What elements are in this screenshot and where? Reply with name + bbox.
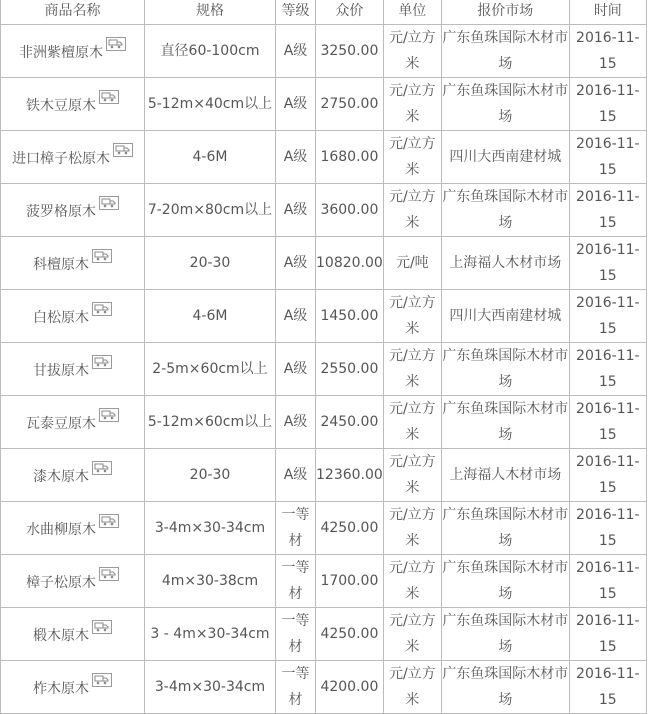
spec-cell: 7-20m×80cm以上 [145, 184, 276, 237]
product-name-cell [1, 290, 145, 343]
grade-cell: A级 [276, 290, 316, 343]
table-row [1, 343, 647, 396]
unit-cell: 元/立方米 [383, 290, 441, 343]
product-name-link[interactable]: 水曲柳原木 [26, 521, 96, 538]
price-cell: 2450.00 [316, 396, 384, 449]
product-name-cell [1, 661, 145, 714]
unit-cell: 元/立方米 [383, 608, 441, 661]
table-row [1, 290, 647, 343]
spec-cell: 4-6M [145, 290, 276, 343]
spec-cell: 2-5m×60cm以上 [145, 343, 276, 396]
price-cell: 4250.00 [316, 608, 384, 661]
unit-cell: 元/吨 [383, 237, 441, 290]
price-cell: 3250.00 [316, 25, 384, 78]
date-cell: 2016-11-15 [569, 661, 646, 714]
unit-cell: 元/立方米 [383, 502, 441, 555]
product-name-cell [1, 449, 145, 502]
spec-cell: 4m×30-38cm [145, 555, 276, 608]
market-cell: 广东鱼珠国际木材市场 [441, 396, 569, 449]
unit-cell: 元/立方米 [383, 25, 441, 78]
spec-cell: 20-30 [145, 449, 276, 502]
product-name-cell [1, 502, 145, 555]
product-name-cell [1, 78, 145, 131]
product-name-cell [1, 25, 145, 78]
product-name-cell [1, 131, 145, 184]
grade-cell: 一等材 [276, 555, 316, 608]
unit-cell: 元/立方米 [383, 661, 441, 714]
price-cell: 1700.00 [316, 555, 384, 608]
grade-cell: A级 [276, 237, 316, 290]
header-unit: 单位 [383, 0, 441, 25]
product-name-cell [1, 237, 145, 290]
header-price: 众价 [316, 0, 384, 25]
market-cell: 上海福人木材市场 [441, 237, 569, 290]
product-name-link[interactable]: 进口樟子松原木 [12, 150, 110, 167]
grade-cell: A级 [276, 184, 316, 237]
header-row [1, 0, 647, 25]
unit-cell: 元/立方米 [383, 131, 441, 184]
truck-icon[interactable] [99, 90, 119, 104]
grade-cell: A级 [276, 449, 316, 502]
price-cell: 1450.00 [316, 290, 384, 343]
product-name-link[interactable]: 非洲紫檀原木 [19, 44, 103, 61]
price-cell: 3600.00 [316, 184, 384, 237]
product-name-link[interactable]: 甘拔原木 [33, 362, 89, 379]
market-cell: 广东鱼珠国际木材市场 [441, 502, 569, 555]
date-cell: 2016-11-15 [569, 290, 646, 343]
market-cell: 广东鱼珠国际木材市场 [441, 184, 569, 237]
grade-cell: A级 [276, 343, 316, 396]
header-market: 报价市场 [441, 0, 569, 25]
product-name-link[interactable]: 漆木原木 [33, 468, 89, 485]
table-row [1, 661, 647, 714]
price-cell: 10820.00 [316, 237, 384, 290]
price-cell: 1680.00 [316, 131, 384, 184]
product-name-link[interactable]: 菠罗格原木 [26, 203, 96, 220]
truck-icon[interactable] [99, 408, 119, 422]
table-row [1, 555, 647, 608]
market-cell: 广东鱼珠国际木材市场 [441, 608, 569, 661]
unit-cell: 元/立方米 [383, 555, 441, 608]
date-cell: 2016-11-15 [569, 396, 646, 449]
header-date: 时间 [569, 0, 646, 25]
date-cell: 2016-11-15 [569, 237, 646, 290]
date-cell: 2016-11-15 [569, 25, 646, 78]
unit-cell: 元/立方米 [383, 449, 441, 502]
market-cell: 广东鱼珠国际木材市场 [441, 343, 569, 396]
market-cell: 广东鱼珠国际木材市场 [441, 78, 569, 131]
truck-icon[interactable] [99, 196, 119, 210]
product-name-link[interactable]: 铁木豆原木 [26, 97, 96, 114]
spec-cell: 直径60-100cm [145, 25, 276, 78]
grade-cell: 一等材 [276, 502, 316, 555]
product-name-link[interactable]: 科檀原木 [33, 256, 89, 273]
grade-cell: 一等材 [276, 608, 316, 661]
truck-icon[interactable] [106, 37, 126, 51]
unit-cell: 元/立方米 [383, 396, 441, 449]
truck-icon[interactable] [99, 567, 119, 581]
product-name-link[interactable]: 柞木原木 [33, 680, 89, 697]
product-name-link[interactable]: 椴木原木 [33, 627, 89, 644]
table-row [1, 237, 647, 290]
spec-cell: 3 - 4m×30-34cm [145, 608, 276, 661]
spec-cell: 3-4m×30-34cm [145, 502, 276, 555]
table-row [1, 449, 647, 502]
date-cell: 2016-11-15 [569, 343, 646, 396]
spec-cell: 4-6M [145, 131, 276, 184]
unit-cell: 元/立方米 [383, 78, 441, 131]
market-cell: 广东鱼珠国际木材市场 [441, 555, 569, 608]
product-name-cell [1, 184, 145, 237]
truck-icon[interactable] [92, 673, 112, 687]
market-cell: 四川大西南建材城 [441, 290, 569, 343]
price-cell: 12360.00 [316, 449, 384, 502]
table-row [1, 25, 647, 78]
grade-cell: A级 [276, 131, 316, 184]
table-row [1, 608, 647, 661]
product-name-cell [1, 555, 145, 608]
date-cell: 2016-11-15 [569, 502, 646, 555]
truck-icon[interactable] [99, 514, 119, 528]
truck-icon[interactable] [92, 620, 112, 634]
header-grade: 等级 [276, 0, 316, 25]
truck-icon[interactable] [113, 143, 133, 157]
truck-icon[interactable] [92, 249, 112, 263]
grade-cell: A级 [276, 25, 316, 78]
product-name-link[interactable]: 樟子松原木 [26, 574, 96, 591]
grade-cell: A级 [276, 396, 316, 449]
product-name-link[interactable]: 白松原木 [33, 309, 89, 326]
price-cell: 2750.00 [316, 78, 384, 131]
unit-cell: 元/立方米 [383, 343, 441, 396]
truck-icon[interactable] [92, 355, 112, 369]
table-row [1, 131, 647, 184]
spec-cell: 5-12m×60cm以上 [145, 396, 276, 449]
product-name-cell [1, 608, 145, 661]
market-cell: 四川大西南建材城 [441, 131, 569, 184]
date-cell: 2016-11-15 [569, 131, 646, 184]
date-cell: 2016-11-15 [569, 555, 646, 608]
product-name-cell [1, 343, 145, 396]
table-row [1, 184, 647, 237]
market-cell: 广东鱼珠国际木材市场 [441, 661, 569, 714]
market-cell: 广东鱼珠国际木材市场 [441, 25, 569, 78]
grade-cell: 一等材 [276, 661, 316, 714]
header-name: 商品名称 [1, 0, 145, 25]
truck-icon[interactable] [92, 461, 112, 475]
spec-cell: 3-4m×30-34cm [145, 661, 276, 714]
price-cell: 4250.00 [316, 502, 384, 555]
market-cell: 上海福人木材市场 [441, 449, 569, 502]
unit-cell: 元/立方米 [383, 184, 441, 237]
grade-cell: A级 [276, 78, 316, 131]
price-cell: 2550.00 [316, 343, 384, 396]
date-cell: 2016-11-15 [569, 78, 646, 131]
price-cell: 4200.00 [316, 661, 384, 714]
header-spec: 规格 [145, 0, 276, 25]
product-name-link[interactable]: 瓦泰豆原木 [26, 415, 96, 432]
date-cell: 2016-11-15 [569, 608, 646, 661]
product-name-cell [1, 396, 145, 449]
table-row [1, 396, 647, 449]
spec-cell: 5-12m×40cm以上 [145, 78, 276, 131]
date-cell: 2016-11-15 [569, 184, 646, 237]
table-row [1, 502, 647, 555]
spec-cell: 20-30 [145, 237, 276, 290]
table-row [1, 78, 647, 131]
truck-icon[interactable] [92, 302, 112, 316]
date-cell: 2016-11-15 [569, 449, 646, 502]
